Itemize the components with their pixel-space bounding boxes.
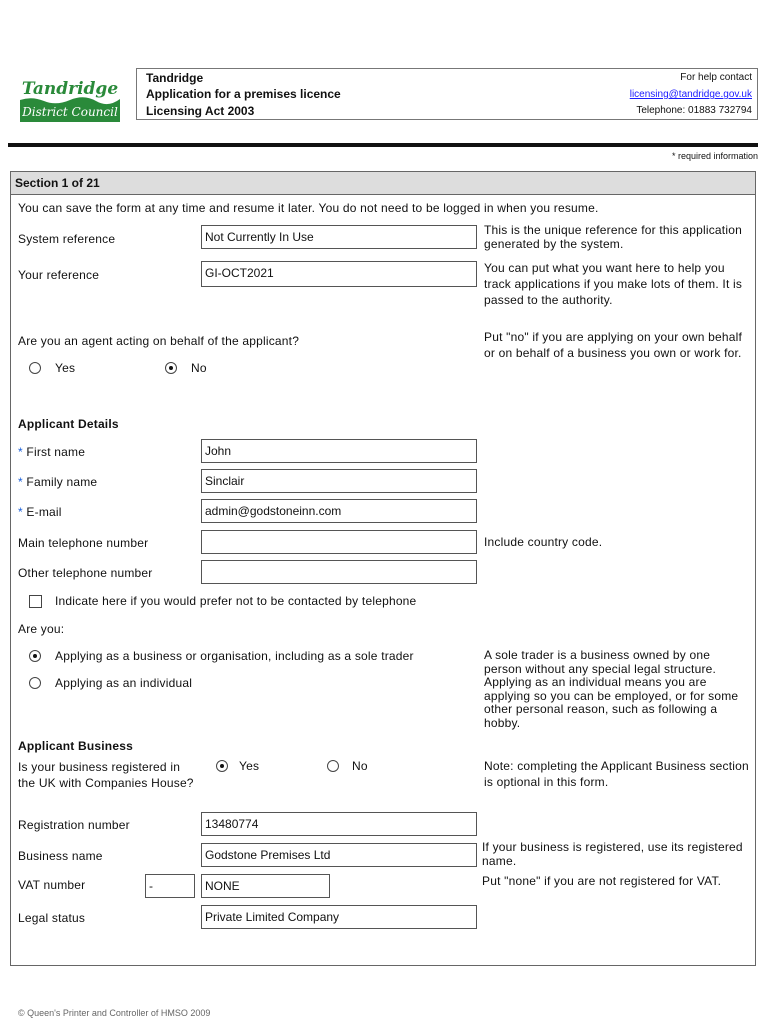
agent-help: Put "no" if you are applying on your own behalf or on behalf of a business you own or work for. <box>484 330 743 360</box>
help-contact-label: For help contact <box>680 72 752 83</box>
first-name-label-text: First name <box>26 445 86 459</box>
vat-help: Put "none" if you are not registered for VAT. <box>482 874 722 888</box>
are-you-help: A sole trader is a business owned by one person without any special legal structure. Applying as an individual means you are applying so you can be employed, or for some other personal reason, such as following a hobby. <box>484 648 739 730</box>
business-radio[interactable] <box>29 650 41 662</box>
other-phone-field[interactable] <box>201 560 477 584</box>
logo-text-line1: Tandridge <box>21 79 119 99</box>
legal-status-label: Legal status <box>18 911 86 925</box>
business-optional-note: Note: completing the Applicant Business section is optional in this form. <box>484 759 749 789</box>
agent-question: Are you an agent acting on behalf of the applicant? <box>18 334 300 348</box>
system-reference-help: This is the unique reference for this application generated by the system. <box>484 223 742 251</box>
family-name-field[interactable]: Sinclair <box>201 469 477 493</box>
system-reference-field[interactable]: Not Currently In Use <box>201 225 477 249</box>
no-phone-label: Indicate here if you would prefer not to be contacted by telephone <box>55 594 417 608</box>
help-telephone: Telephone: 01883 732794 <box>636 105 752 116</box>
registered-yes-label: Yes <box>239 759 260 773</box>
no-phone-checkbox[interactable] <box>29 595 42 608</box>
vat-prefix-field[interactable]: - <box>145 874 195 898</box>
your-reference-help: You can put what you want here to help you track applications if you make lots of them. It is passed to the authority. <box>484 261 743 307</box>
registered-question: Is your business registered in the UK with Companies House? <box>18 760 194 790</box>
header-act: Licensing Act 2003 <box>146 104 255 118</box>
first-name-field[interactable]: John <box>201 439 477 463</box>
required-star: * <box>18 505 23 519</box>
required-note: * required information <box>671 151 758 161</box>
system-reference-label: System reference <box>18 232 116 246</box>
your-reference-field[interactable]: GI-OCT2021 <box>201 261 477 287</box>
header-org: Tandridge <box>146 71 204 85</box>
logo-text-line2: District Council <box>22 105 118 119</box>
your-reference-label: Your reference <box>18 268 100 282</box>
main-phone-help: Include country code. <box>484 535 603 549</box>
individual-radio[interactable] <box>29 677 41 689</box>
agent-yes-label: Yes <box>55 361 76 375</box>
main-phone-field[interactable] <box>201 530 477 554</box>
business-name-label: Business name <box>18 849 103 863</box>
vat-number-field[interactable]: NONE <box>201 874 330 898</box>
family-name-label-text: Family name <box>26 475 98 489</box>
email-label-text: E-mail <box>26 505 62 519</box>
main-phone-label: Main telephone number <box>18 536 149 550</box>
registered-no-radio[interactable] <box>327 760 339 772</box>
applicant-business-heading: Applicant Business <box>18 739 133 753</box>
family-name-label <box>18 475 97 489</box>
business-option-label: Applying as a business or organisation, including as a sole trader <box>55 649 414 663</box>
first-name-label <box>18 445 85 459</box>
email-label <box>18 505 62 519</box>
header-divider <box>8 143 758 147</box>
applicant-details-heading: Applicant Details <box>18 417 119 431</box>
agent-no-radio[interactable] <box>165 362 177 374</box>
form-title: Application for a premises licence <box>146 87 341 101</box>
registered-yes-radio[interactable] <box>216 760 228 772</box>
section-intro: You can save the form at any time and resume it later. You do not need to be logged in when you resume. <box>18 201 599 215</box>
agent-no-label: No <box>191 361 207 375</box>
registration-number-field[interactable]: 13480774 <box>201 812 477 836</box>
business-name-help: If your business is registered, use its registered name. <box>482 840 743 868</box>
registration-number-label: Registration number <box>18 818 130 832</box>
required-star: * <box>18 445 23 459</box>
section-title: Section 1 of 21 <box>10 171 756 195</box>
business-name-field[interactable]: Godstone Premises Ltd <box>201 843 477 867</box>
email-field[interactable]: admin@godstoneinn.com <box>201 499 477 523</box>
required-star: * <box>18 475 23 489</box>
other-phone-label: Other telephone number <box>18 566 153 580</box>
agent-yes-radio[interactable] <box>29 362 41 374</box>
individual-option-label: Applying as an individual <box>55 676 193 690</box>
copyright-footer: © Queen's Printer and Controller of HMSO 2009 <box>18 1008 211 1018</box>
are-you-label: Are you: <box>18 622 65 636</box>
registered-no-label: No <box>352 759 368 773</box>
legal-status-field[interactable]: Private Limited Company <box>201 905 477 929</box>
council-logo <box>18 78 122 124</box>
vat-number-label: VAT number <box>18 878 86 892</box>
help-email-link[interactable]: licensing@tandridge.gov.uk <box>629 89 752 100</box>
